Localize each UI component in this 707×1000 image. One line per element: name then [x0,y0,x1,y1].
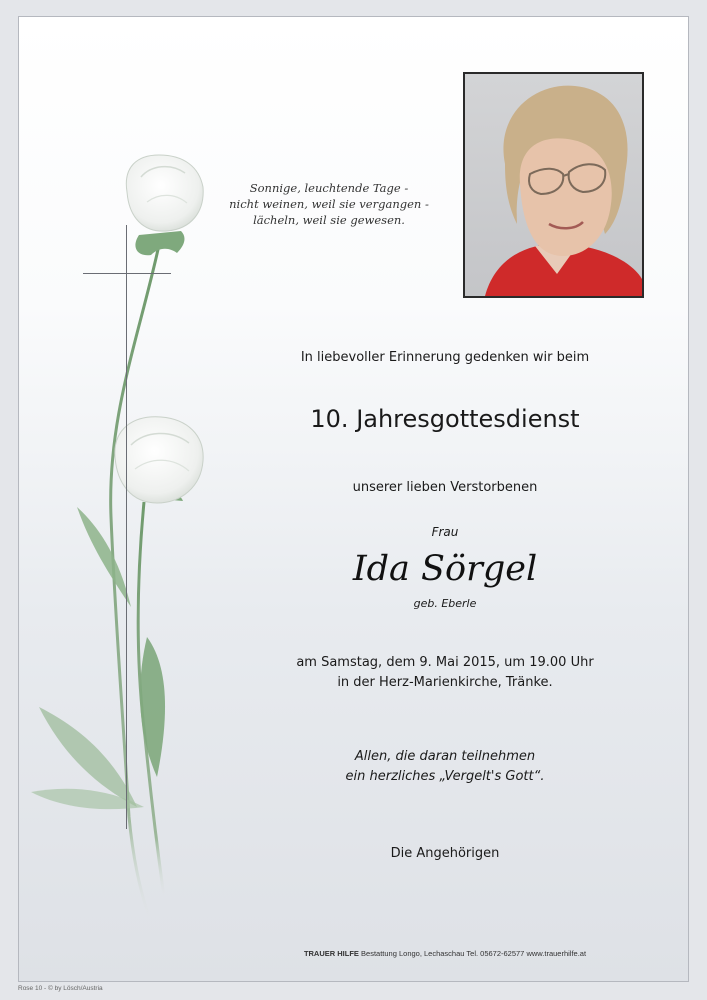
obituary-sheet [18,16,689,982]
footer-brand: TRAUER HILFE [303,949,359,958]
memorial-quote [229,180,429,228]
thanks-line-1: Allen, die daran teilnehmen [354,749,536,764]
footer-text: Bestattung Longo, Lechaschau Tel. 05672-62577 www.trauerhilfe.at [361,949,587,958]
service-details [255,653,635,693]
footer-imprint [255,949,635,958]
portrait-photo [463,72,644,298]
thanks-text [255,747,635,787]
salutation: Frau [431,525,459,539]
thanks-line-2: ein herzliches „Vergelt's Gott“. [345,769,545,784]
location-line: in der Herz-Marienkirche, Tränke. [337,675,553,690]
intro-text: In liebevoller Erinnerung gedenken wir beim [300,350,590,365]
quote-line: nicht weinen, weil sie vergangen - [229,197,429,211]
maiden-name: geb. Eberle [413,597,477,610]
event-title: 10. Jahresgottesdienst [310,405,580,433]
copyright-notice: Rose 10 - © by Lösch/Austria [18,985,103,992]
quote-line: lächeln, weil sie gewesen. [253,213,405,227]
subtitle-text: unserer lieben Verstorbenen [352,480,538,495]
quote-line: Sonnige, leuchtende Tage - [249,181,409,195]
deceased-name: Ida Sörgel [352,549,538,589]
portrait-image [465,74,642,296]
cross-vertical [126,225,127,829]
cross-horizontal [83,273,171,274]
closing-signature: Die Angehörigen [390,846,500,861]
date-line: am Samstag, dem 9. Mai 2015, um 19.00 Uhr [296,655,594,670]
